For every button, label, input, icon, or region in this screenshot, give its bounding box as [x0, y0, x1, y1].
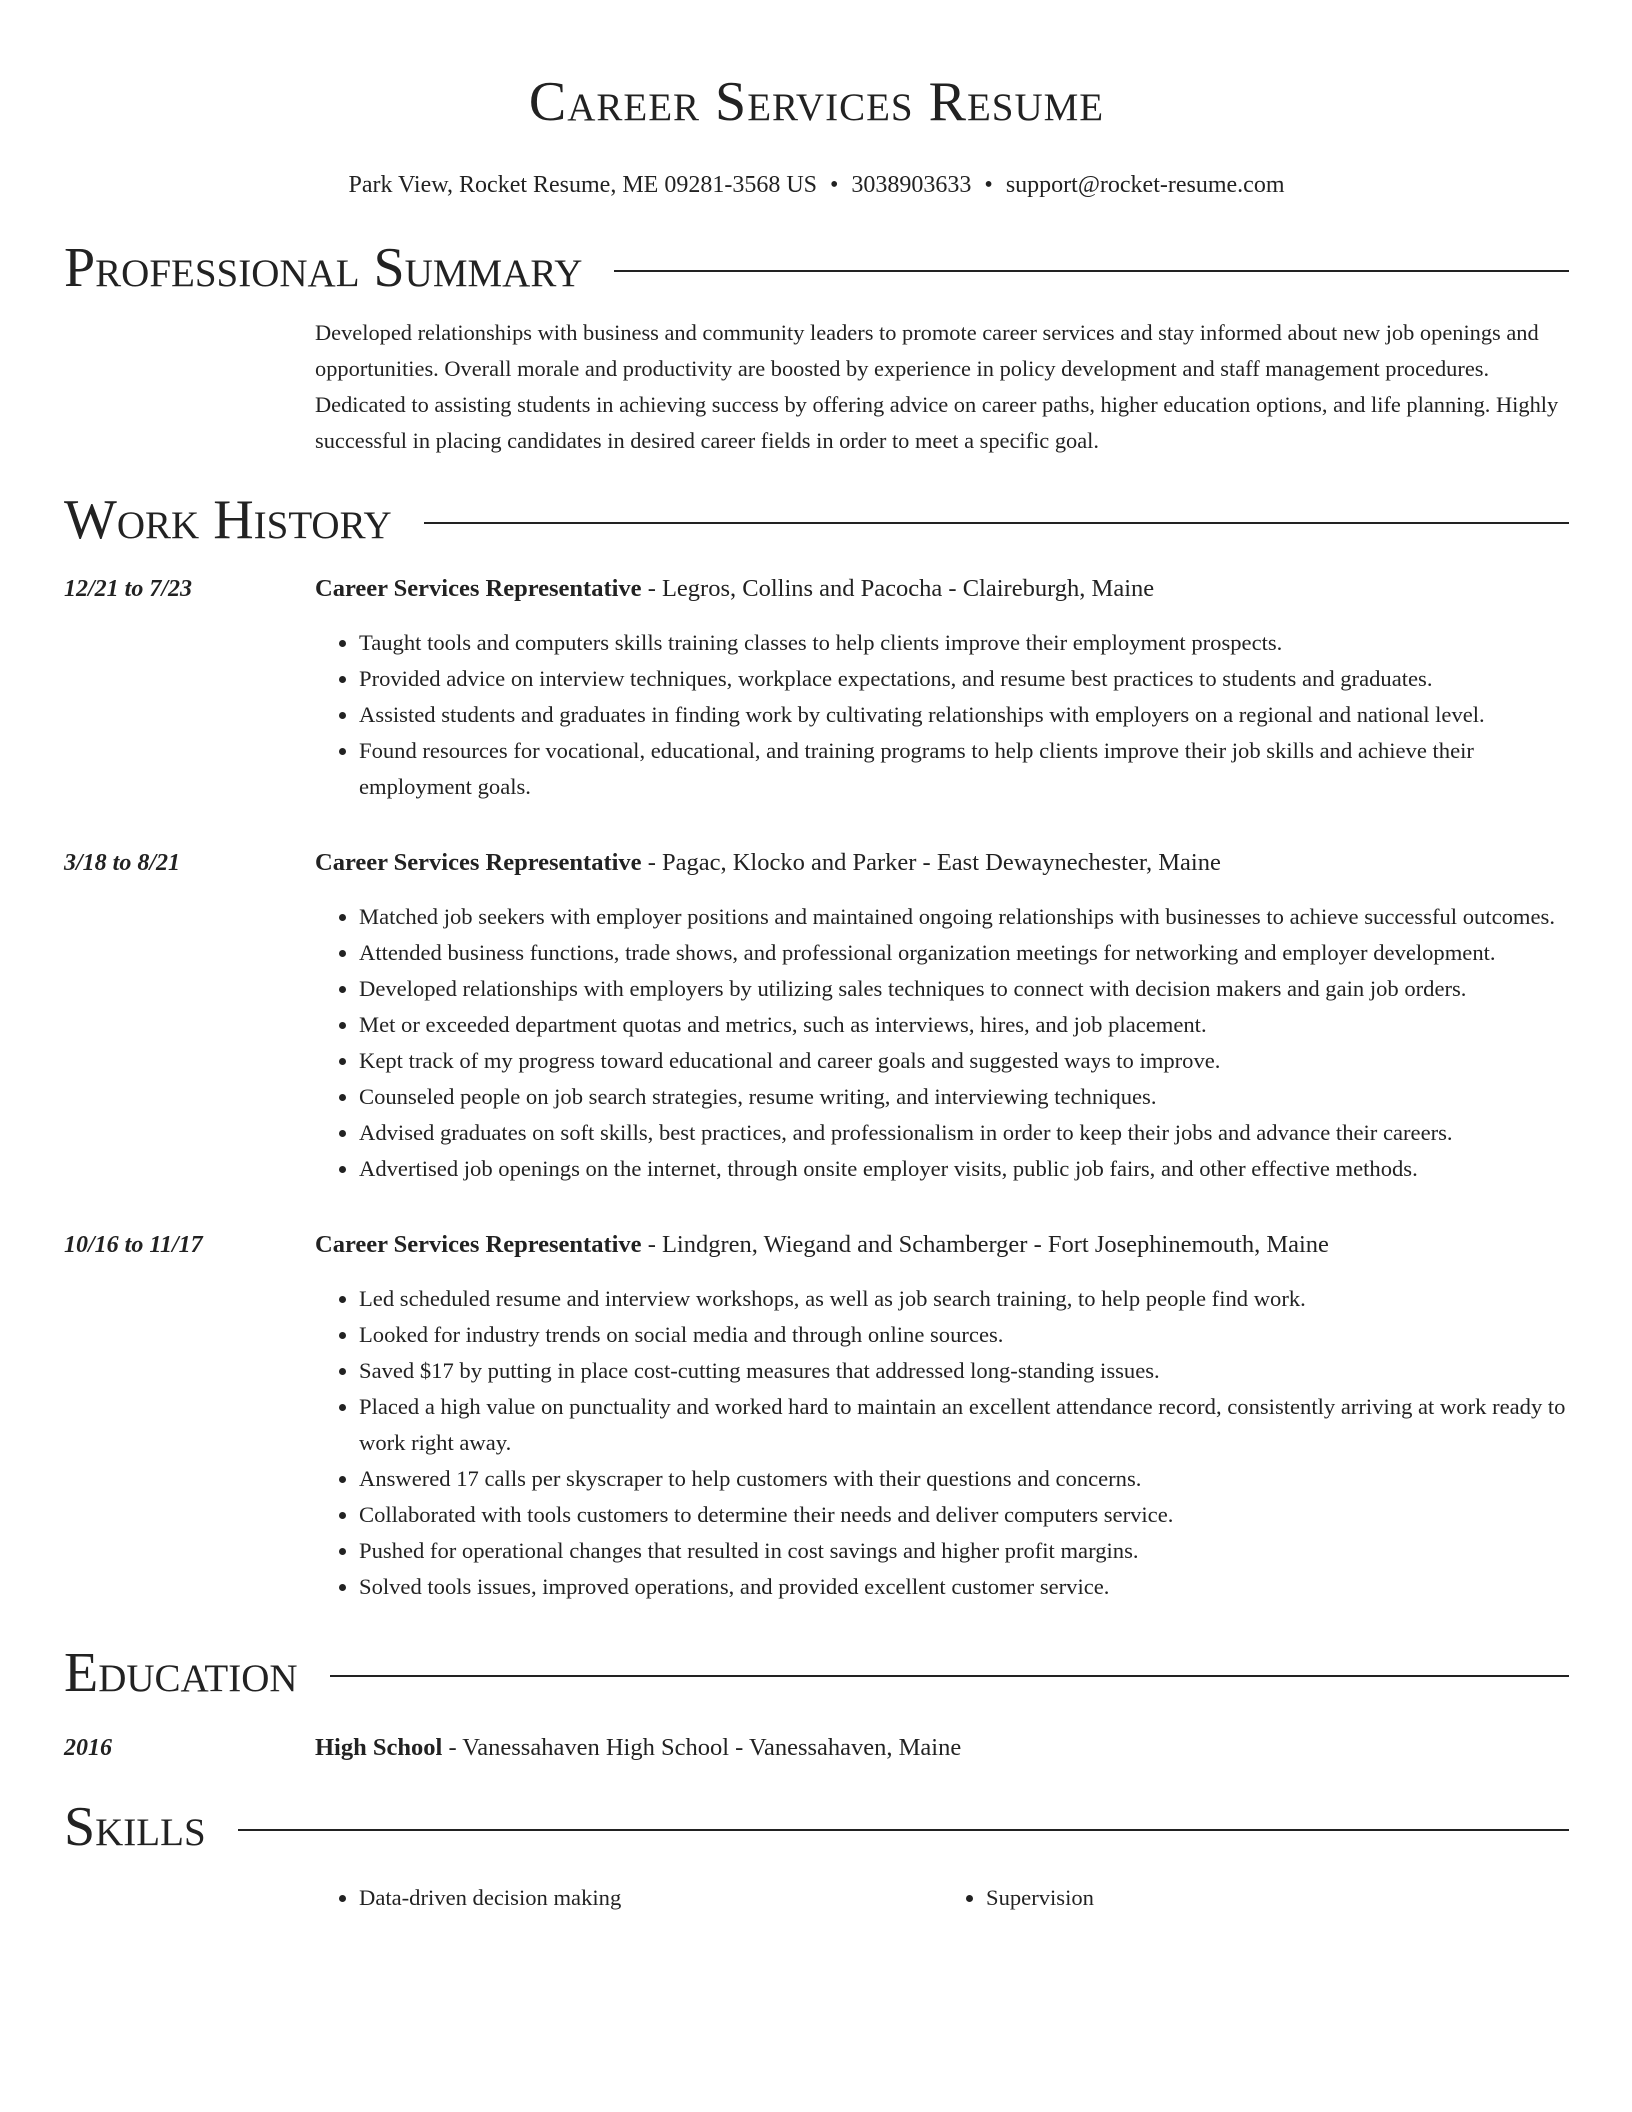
job-details: - Lindgren, Wiegand and Schamberger - Fort Josephinemouth, Maine	[641, 1231, 1329, 1258]
contact-phone: 3038903633	[851, 172, 972, 198]
skills-section-header	[64, 1794, 1569, 1860]
contact-separator: •	[984, 172, 993, 198]
section-divider	[424, 522, 1569, 524]
job-dates: 12/21 to 7/23	[64, 576, 193, 602]
education-heading	[315, 1730, 961, 1766]
list-item: • Attended business functions, trade shows, and professional organization meetings for networking and employer development.	[359, 935, 1569, 971]
section-title-education: Education	[64, 1642, 298, 1704]
list-item: • Taught tools and computers skills training classes to help clients improve their employment prospects.	[359, 625, 1569, 661]
job-bullets	[315, 625, 1569, 805]
list-item: • Advertised job openings on the internet, through onsite employer visits, public job fairs, and other effective methods.	[359, 1151, 1569, 1187]
job-heading	[315, 845, 1569, 881]
list-item: • Placed a high value on punctuality and worked hard to maintain an excellent attendance record, consistently arriving at work ready to work right away.	[359, 1389, 1569, 1461]
list-item: • Advised graduates on soft skills, best practices, and professionalism in order to keep their jobs and advance their careers.	[359, 1115, 1569, 1151]
resume-name: Career Services Resume	[528, 71, 1105, 133]
job-body	[315, 571, 1569, 805]
contact-address: Park View, Rocket Resume, ME 09281-3568 US	[348, 172, 817, 198]
list-item: • Met or exceeded department quotas and metrics, such as interviews, hires, and job placement.	[359, 1007, 1569, 1043]
job-bullets	[315, 899, 1569, 1187]
contact-email: support@rocket-resume.com	[1005, 172, 1285, 198]
education-degree: High School	[315, 1734, 443, 1761]
job-heading	[315, 571, 1569, 607]
list-item: • Answered 17 calls per skyscraper to help customers with their questions and concerns.	[359, 1461, 1569, 1497]
resume-page	[64, 0, 1569, 1916]
job-entry	[64, 1227, 1569, 1605]
section-title-skills: Skills	[64, 1796, 206, 1858]
job-entry	[64, 571, 1569, 805]
education-year: 2016	[64, 1735, 112, 1761]
job-bullets	[315, 1281, 1569, 1605]
job-heading	[315, 1227, 1569, 1263]
list-item: • Saved $17 by putting in place cost-cutting measures that addressed long-standing issues.	[359, 1353, 1569, 1389]
contact-separator: •	[830, 172, 839, 198]
list-item: • Developed relationships with employers by utilizing sales techniques to connect with decision makers and gain job orders.	[359, 971, 1569, 1007]
job-title: Career Services Representative	[315, 1231, 642, 1258]
list-item: • Solved tools issues, improved operations, and provided excellent customer service.	[359, 1569, 1569, 1605]
list-item: • Supervision	[986, 1880, 1569, 1916]
job-details: - Legros, Collins and Pacocha - Claireburgh, Maine	[641, 575, 1155, 602]
job-title: Career Services Representative	[315, 575, 642, 602]
list-item: • Kept track of my progress toward educational and career goals and suggested ways to improve.	[359, 1043, 1569, 1079]
list-item: • Collaborated with tools customers to determine their needs and deliver computers service.	[359, 1497, 1569, 1533]
header	[64, 62, 1569, 142]
section-divider	[614, 270, 1569, 272]
section-divider	[238, 1829, 1569, 1831]
work-section-header	[64, 487, 1569, 553]
job-details: - Pagac, Klocko and Parker - East Dewaynechester, Maine	[641, 849, 1221, 876]
contact-line	[64, 170, 1569, 200]
list-item: • Led scheduled resume and interview workshops, as well as job search training, to help people find work.	[359, 1281, 1569, 1317]
job-title: Career Services Representative	[315, 849, 642, 876]
job-body	[315, 1227, 1569, 1605]
list-item: • Data-driven decision making	[359, 1880, 942, 1916]
section-title-summary: Professional Summary	[64, 237, 583, 299]
skills-column-right	[942, 1880, 1569, 1916]
job-entry	[64, 845, 1569, 1187]
list-item: • Assisted students and graduates in finding work by cultivating relationships with employers on a regional and national level.	[359, 697, 1569, 733]
education-entry	[64, 1730, 1569, 1766]
education-details: - Vanessahaven High School - Vanessahaven, Maine	[442, 1734, 962, 1761]
section-divider	[330, 1675, 1569, 1677]
list-item: • Counseled people on job search strategies, resume writing, and interviewing techniques.	[359, 1079, 1569, 1115]
education-section-header	[64, 1640, 1569, 1706]
summary-section-header	[64, 235, 1569, 301]
list-item: • Pushed for operational changes that resulted in cost savings and higher profit margins.	[359, 1533, 1569, 1569]
job-dates: 3/18 to 8/21	[64, 850, 181, 876]
list-item: • Found resources for vocational, educational, and training programs to help clients improve their job skills and achieve their employment goals.	[359, 733, 1569, 805]
skills-list	[315, 1880, 1569, 1916]
list-item: • Provided advice on interview techniques, workplace expectations, and resume best practices to students and graduates.	[359, 661, 1569, 697]
job-body	[315, 845, 1569, 1187]
list-item: • Matched job seekers with employer positions and maintained ongoing relationships with businesses to achieve successful outcomes.	[359, 899, 1569, 935]
section-title-work: Work History	[64, 489, 392, 551]
job-dates: 10/16 to 11/17	[64, 1232, 203, 1258]
skills-column-left	[315, 1880, 942, 1916]
list-item: • Looked for industry trends on social media and through online sources.	[359, 1317, 1569, 1353]
summary-text: Developed relationships with business and community leaders to promote career services and stay informed about new job openings and opportunities. Overall morale and productivity are boosted by experience in policy development and staff management procedures. Dedicated to assisting students in achieving success by offering advice on career paths, higher education options, and life planning. Highly successful in placing candidates in desired career fields in order to meet a specific goal.	[315, 320, 1559, 453]
